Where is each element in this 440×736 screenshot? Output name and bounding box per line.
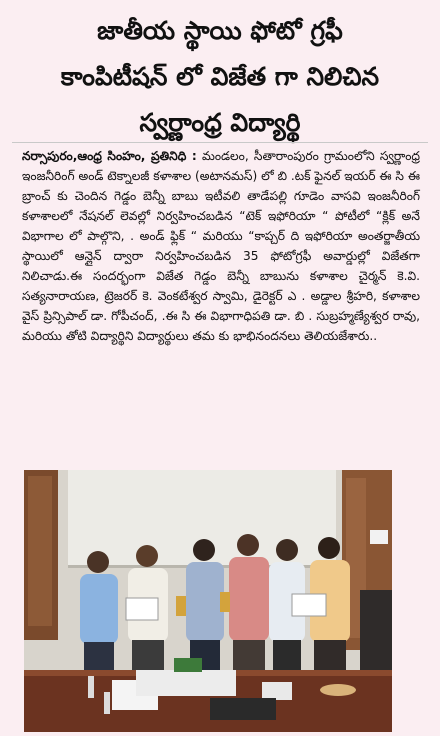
headline-line-1: జాతీయ స్థాయి ఫోటో గ్రఫీ: [97, 16, 343, 45]
article-text: మండలం, సీతారాంపురం గ్రామంలోని స్వర్ణాంధ్ర ఇంజనీరింగ్ అండ్ టెక్నాలజీ కళాశాల (అటానమస్) లో బి .టక్ ఫైనల్ ఇయర్ ఈ సి ఈ బ్రాంచ్ కు చెందిన గెడ్డం బెన్నీ బాబు ఇటీవలి తాడేపల్లి గూడెం వాసవి ఇంజనీరింగ్ కళాశాలలో నేషనల్ లెవల్లో నిర్వహించబడిన “టెక్ ఇఫోరియా “ పోటీలో “క్లిక్ అనే విభాగాల లో పాల్గొని, . అండ్ ఫ్లిక్ “ మరియు “కాప్చర్ ది ఇఫోరియా అంతర్జాతీయ స్థాయిలో ఆన్లైన్ ద్వారా నిర్వహించబడిన 35 ఫోటోగ్రఫీ అవార్డుల్లో విజేతగా నిలిచాడు.ఈ సందర్భంగా విజేత గెడ్డం బెన్నీ బాబును కళాశాల చైర్మన్ కె.వి. సత్యనారాయణ, ట్రెజరర్ కె. వెంకటేశ్వర స్వామి, డైరెక్టర్ ఎ . అడ్డాల శ్రీహరి, కళాశాల వైస్ ప్రిన్సిపాల్ డా. గోపీచంద్, .ఈ సి ఈ విభాగాధిపతి డా. బి . సుబ్రహ్మణ్యేశ్వర రావు, మరియు తోటి విద్యార్థిని విద్యార్థులు తమ కు భాభినందనలు తెలియజేశారు..: [22, 149, 420, 343]
headline-line-2: కాంపిటీషన్ లో విజేత గా నిలిచిన: [60, 62, 380, 91]
award-photo-illustration: [24, 470, 392, 732]
headline-line-3: స్వర్ణాంధ్ర విద్యార్థి: [139, 108, 301, 137]
headline: [10, 8, 430, 146]
article-body: [22, 146, 420, 346]
dateline: నర్సాపురం,ఆంధ్ర సింహం, ప్రతినిధి :: [22, 149, 197, 163]
headline-divider: [12, 142, 428, 143]
award-photo: [24, 470, 392, 732]
